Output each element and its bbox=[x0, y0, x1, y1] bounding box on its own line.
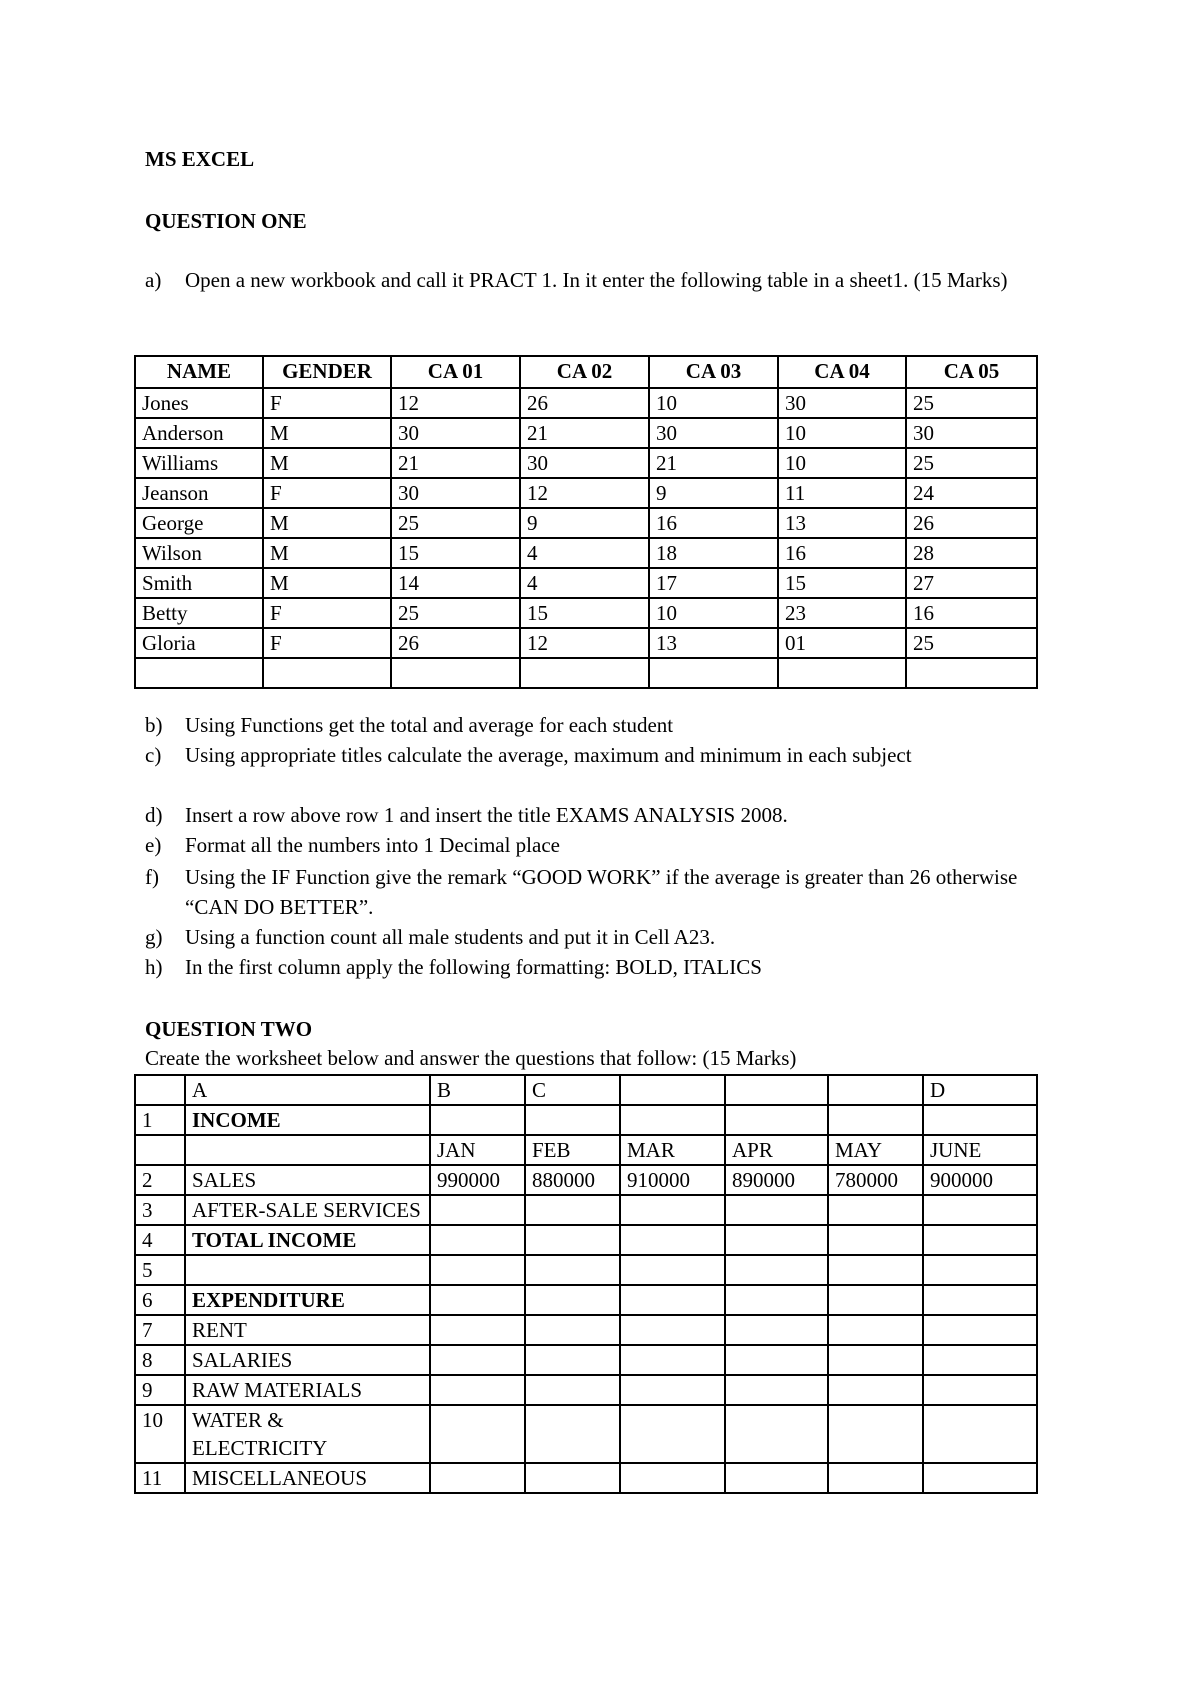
table-cell: 21 bbox=[520, 418, 649, 448]
header-cell: CA 01 bbox=[391, 356, 520, 388]
row-number-cell: 2 bbox=[135, 1165, 185, 1195]
table-cell: 25 bbox=[906, 388, 1037, 418]
worksheet-cell bbox=[525, 1195, 620, 1225]
table-cell: Williams bbox=[135, 448, 263, 478]
table-cell: 21 bbox=[649, 448, 778, 478]
worksheet-cell bbox=[525, 1375, 620, 1405]
item-text: Using appropriate titles calculate the average, maximum and minimum in each subject bbox=[185, 743, 912, 767]
row-number-cell bbox=[135, 1075, 185, 1105]
table-cell: 21 bbox=[391, 448, 520, 478]
table-row bbox=[135, 598, 1037, 628]
table-cell: 18 bbox=[649, 538, 778, 568]
header-cell: CA 05 bbox=[906, 356, 1037, 388]
table-cell: 28 bbox=[906, 538, 1037, 568]
question-item bbox=[145, 800, 1065, 830]
worksheet-cell bbox=[923, 1315, 1037, 1345]
item-text: Using the IF Function give the remark “GOOD WORK” if the average is greater than 26 otherwise “CAN DO BETTER”. bbox=[185, 865, 1018, 919]
question-item bbox=[145, 952, 1065, 982]
table-cell: 15 bbox=[778, 568, 906, 598]
table-cell: 16 bbox=[906, 598, 1037, 628]
question-item bbox=[145, 740, 1065, 770]
table-cell: Jeanson bbox=[135, 478, 263, 508]
worksheet-cell bbox=[620, 1463, 725, 1493]
table-cell: 01 bbox=[778, 628, 906, 658]
worksheet-cell bbox=[828, 1463, 923, 1493]
worksheet-cell bbox=[620, 1255, 725, 1285]
worksheet-cell: SALES bbox=[185, 1165, 430, 1195]
worksheet-row bbox=[135, 1225, 1037, 1255]
worksheet-cell bbox=[525, 1405, 620, 1463]
table-cell: 16 bbox=[778, 538, 906, 568]
worksheet-cell bbox=[620, 1285, 725, 1315]
worksheet-cell bbox=[430, 1345, 525, 1375]
row-number-cell: 7 bbox=[135, 1315, 185, 1345]
table-cell: 13 bbox=[649, 628, 778, 658]
table-cell: M bbox=[263, 418, 391, 448]
worksheet-cell bbox=[828, 1255, 923, 1285]
table-cell bbox=[649, 658, 778, 688]
worksheet-cell: MISCELLANEOUS bbox=[185, 1463, 430, 1493]
worksheet-cell bbox=[430, 1315, 525, 1345]
worksheet-cell bbox=[923, 1255, 1037, 1285]
worksheet-row bbox=[135, 1165, 1037, 1195]
table-cell bbox=[391, 658, 520, 688]
worksheet-cell bbox=[923, 1285, 1037, 1315]
table-cell: M bbox=[263, 568, 391, 598]
row-number-cell: 9 bbox=[135, 1375, 185, 1405]
table-cell: F bbox=[263, 478, 391, 508]
worksheet-cell bbox=[725, 1105, 828, 1135]
table-cell: 27 bbox=[906, 568, 1037, 598]
worksheet-row bbox=[135, 1375, 1037, 1405]
worksheet-cell bbox=[828, 1375, 923, 1405]
table-row bbox=[135, 508, 1037, 538]
question-item bbox=[145, 862, 1065, 922]
worksheet-cell bbox=[828, 1225, 923, 1255]
worksheet-cell: SALARIES bbox=[185, 1345, 430, 1375]
table-cell: 4 bbox=[520, 568, 649, 598]
student-scores-table bbox=[134, 355, 1038, 689]
row-number-cell: 8 bbox=[135, 1345, 185, 1375]
worksheet-cell: D bbox=[923, 1075, 1037, 1105]
worksheet-cell bbox=[725, 1375, 828, 1405]
table-cell: 16 bbox=[649, 508, 778, 538]
table-cell: 17 bbox=[649, 568, 778, 598]
table-cell: M bbox=[263, 508, 391, 538]
table-cell: Betty bbox=[135, 598, 263, 628]
item-letter: a) bbox=[145, 268, 162, 292]
row-number-cell: 4 bbox=[135, 1225, 185, 1255]
worksheet-row bbox=[135, 1135, 1037, 1165]
item-letter: d) bbox=[145, 803, 163, 827]
table-cell: 25 bbox=[391, 508, 520, 538]
worksheet-cell bbox=[185, 1135, 430, 1165]
worksheet-cell: 780000 bbox=[828, 1165, 923, 1195]
worksheet-cell: JAN bbox=[430, 1135, 525, 1165]
worksheet-cell bbox=[620, 1375, 725, 1405]
table-cell: 30 bbox=[391, 418, 520, 448]
question-item bbox=[145, 710, 1065, 740]
item-letter: f) bbox=[145, 865, 159, 889]
worksheet-cell bbox=[828, 1285, 923, 1315]
worksheet-cell bbox=[923, 1105, 1037, 1135]
worksheet-cell bbox=[525, 1285, 620, 1315]
table-cell: 25 bbox=[906, 448, 1037, 478]
worksheet-cell bbox=[185, 1255, 430, 1285]
table-row bbox=[135, 538, 1037, 568]
table-row bbox=[135, 388, 1037, 418]
worksheet-cell bbox=[725, 1315, 828, 1345]
table-row bbox=[135, 628, 1037, 658]
worksheet-row bbox=[135, 1285, 1037, 1315]
worksheet-cell bbox=[725, 1285, 828, 1315]
row-number-cell: 3 bbox=[135, 1195, 185, 1225]
worksheet-cell bbox=[725, 1225, 828, 1255]
worksheet-cell bbox=[725, 1463, 828, 1493]
worksheet-cell bbox=[923, 1345, 1037, 1375]
worksheet-cell: MAR bbox=[620, 1135, 725, 1165]
item-text: Open a new workbook and call it PRACT 1. In it enter the following table in a sheet1. (15 Marks) bbox=[185, 268, 1008, 292]
row-number-cell: 6 bbox=[135, 1285, 185, 1315]
worksheet-cell bbox=[525, 1345, 620, 1375]
item-letter: g) bbox=[145, 925, 163, 949]
worksheet-cell: 990000 bbox=[430, 1165, 525, 1195]
table-cell: George bbox=[135, 508, 263, 538]
worksheet-cell bbox=[430, 1225, 525, 1255]
worksheet-cell: 900000 bbox=[923, 1165, 1037, 1195]
item-letter: c) bbox=[145, 743, 162, 767]
worksheet-row bbox=[135, 1195, 1037, 1225]
row-number-cell bbox=[135, 1135, 185, 1165]
worksheet-row bbox=[135, 1105, 1037, 1135]
worksheet-cell: AFTER-SALE SERVICES bbox=[185, 1195, 430, 1225]
worksheet-cell: 910000 bbox=[620, 1165, 725, 1195]
document-title: MS EXCEL bbox=[145, 147, 255, 171]
worksheet-cell bbox=[923, 1375, 1037, 1405]
table-cell: M bbox=[263, 448, 391, 478]
table-row bbox=[135, 658, 1037, 688]
worksheet-cell: B bbox=[430, 1075, 525, 1105]
worksheet-cell: A bbox=[185, 1075, 430, 1105]
table-cell: 13 bbox=[778, 508, 906, 538]
table-cell bbox=[520, 658, 649, 688]
worksheet-cell bbox=[725, 1255, 828, 1285]
header-cell: CA 02 bbox=[520, 356, 649, 388]
worksheet-cell bbox=[430, 1463, 525, 1493]
worksheet-cell bbox=[828, 1075, 923, 1105]
worksheet-row bbox=[135, 1315, 1037, 1345]
table-cell: F bbox=[263, 628, 391, 658]
worksheet-cell bbox=[828, 1195, 923, 1225]
table-cell: Gloria bbox=[135, 628, 263, 658]
table-cell: 30 bbox=[520, 448, 649, 478]
worksheet-cell bbox=[430, 1105, 525, 1135]
table-cell: 26 bbox=[906, 508, 1037, 538]
table-cell: 12 bbox=[520, 628, 649, 658]
worksheet-cell bbox=[430, 1195, 525, 1225]
worksheet-cell bbox=[725, 1195, 828, 1225]
worksheet-cell bbox=[620, 1225, 725, 1255]
worksheet-cell: EXPENDITURE bbox=[185, 1285, 430, 1315]
table-cell: 30 bbox=[391, 478, 520, 508]
income-worksheet-table bbox=[134, 1074, 1038, 1494]
table-row bbox=[135, 568, 1037, 598]
table-cell bbox=[263, 658, 391, 688]
worksheet-cell bbox=[525, 1463, 620, 1493]
worksheet-cell bbox=[525, 1105, 620, 1135]
item-letter: h) bbox=[145, 955, 163, 979]
header-cell: CA 04 bbox=[778, 356, 906, 388]
worksheet-cell bbox=[923, 1195, 1037, 1225]
worksheet-cell bbox=[828, 1345, 923, 1375]
table-cell: 9 bbox=[520, 508, 649, 538]
worksheet-cell: JUNE bbox=[923, 1135, 1037, 1165]
header-cell: CA 03 bbox=[649, 356, 778, 388]
table-cell: F bbox=[263, 598, 391, 628]
item-letter: e) bbox=[145, 833, 162, 857]
worksheet-cell bbox=[620, 1315, 725, 1345]
worksheet-cell bbox=[525, 1315, 620, 1345]
table-cell: 10 bbox=[649, 598, 778, 628]
worksheet-cell bbox=[525, 1255, 620, 1285]
table-cell: 30 bbox=[649, 418, 778, 448]
question-item bbox=[145, 265, 1065, 295]
question-one-heading: QUESTION ONE bbox=[145, 209, 307, 233]
worksheet-row bbox=[135, 1463, 1037, 1493]
table-cell: 26 bbox=[520, 388, 649, 418]
worksheet-cell bbox=[923, 1463, 1037, 1493]
worksheet-cell bbox=[725, 1405, 828, 1463]
table-cell bbox=[135, 658, 263, 688]
worksheet-cell bbox=[923, 1405, 1037, 1463]
row-number-cell: 11 bbox=[135, 1463, 185, 1493]
worksheet-cell: 880000 bbox=[525, 1165, 620, 1195]
worksheet-cell bbox=[620, 1105, 725, 1135]
worksheet-row bbox=[135, 1075, 1037, 1105]
worksheet-cell bbox=[620, 1405, 725, 1463]
worksheet-cell bbox=[828, 1405, 923, 1463]
worksheet-cell: RENT bbox=[185, 1315, 430, 1345]
worksheet-cell bbox=[725, 1075, 828, 1105]
table-cell: 10 bbox=[778, 448, 906, 478]
question-two-heading: QUESTION TWO bbox=[145, 1017, 313, 1041]
table-cell: 11 bbox=[778, 478, 906, 508]
worksheet-cell: 890000 bbox=[725, 1165, 828, 1195]
worksheet-cell bbox=[828, 1105, 923, 1135]
table-cell: 26 bbox=[391, 628, 520, 658]
worksheet-cell bbox=[430, 1255, 525, 1285]
table-cell: 25 bbox=[906, 628, 1037, 658]
worksheet-cell bbox=[828, 1315, 923, 1345]
worksheet-cell: FEB bbox=[525, 1135, 620, 1165]
table-row bbox=[135, 448, 1037, 478]
table-cell: 4 bbox=[520, 538, 649, 568]
item-text: Using Functions get the total and average for each student bbox=[185, 713, 674, 737]
table-cell: 15 bbox=[391, 538, 520, 568]
table-row bbox=[135, 418, 1037, 448]
worksheet-cell: INCOME bbox=[185, 1105, 430, 1135]
worksheet-cell bbox=[620, 1075, 725, 1105]
worksheet-cell: TOTAL INCOME bbox=[185, 1225, 430, 1255]
table-cell: 10 bbox=[778, 418, 906, 448]
item-text: In the first column apply the following formatting: BOLD, ITALICS bbox=[185, 955, 762, 979]
worksheet-row bbox=[135, 1255, 1037, 1285]
item-letter: b) bbox=[145, 713, 163, 737]
worksheet-cell bbox=[620, 1345, 725, 1375]
table-cell: 10 bbox=[649, 388, 778, 418]
worksheet-row bbox=[135, 1405, 1037, 1463]
question-item bbox=[145, 922, 1065, 952]
row-number-cell: 5 bbox=[135, 1255, 185, 1285]
worksheet-cell: C bbox=[525, 1075, 620, 1105]
table-row bbox=[135, 478, 1037, 508]
table-cell: 15 bbox=[520, 598, 649, 628]
table-cell: 12 bbox=[391, 388, 520, 418]
header-cell: GENDER bbox=[263, 356, 391, 388]
worksheet-cell bbox=[620, 1195, 725, 1225]
worksheet-cell: WATER & ELECTRICITY bbox=[185, 1405, 430, 1463]
table-cell: Wilson bbox=[135, 538, 263, 568]
table-cell: 25 bbox=[391, 598, 520, 628]
row-number-cell: 10 bbox=[135, 1405, 185, 1463]
header-cell: NAME bbox=[135, 356, 263, 388]
row-number-cell: 1 bbox=[135, 1105, 185, 1135]
table-cell: Smith bbox=[135, 568, 263, 598]
table-cell: 23 bbox=[778, 598, 906, 628]
worksheet-cell bbox=[725, 1345, 828, 1375]
table-cell: 30 bbox=[906, 418, 1037, 448]
table-cell: Anderson bbox=[135, 418, 263, 448]
worksheet-cell bbox=[923, 1225, 1037, 1255]
table-cell: 24 bbox=[906, 478, 1037, 508]
table-cell: 9 bbox=[649, 478, 778, 508]
item-text: Format all the numbers into 1 Decimal place bbox=[185, 833, 560, 857]
table-cell bbox=[778, 658, 906, 688]
worksheet-row bbox=[135, 1345, 1037, 1375]
table-cell: 14 bbox=[391, 568, 520, 598]
item-text: Using a function count all male students and put it in Cell A23. bbox=[185, 925, 716, 949]
question-two-intro: Create the worksheet below and answer the questions that follow: (15 Marks) bbox=[145, 1046, 797, 1070]
table-header-row bbox=[135, 356, 1037, 388]
worksheet-cell bbox=[430, 1285, 525, 1315]
table-cell: Jones bbox=[135, 388, 263, 418]
table-cell: 12 bbox=[520, 478, 649, 508]
worksheet-cell bbox=[430, 1405, 525, 1463]
worksheet-cell: MAY bbox=[828, 1135, 923, 1165]
table-cell bbox=[906, 658, 1037, 688]
item-text: Insert a row above row 1 and insert the title EXAMS ANALYSIS 2008. bbox=[185, 803, 788, 827]
question-item bbox=[145, 830, 1065, 860]
worksheet-cell bbox=[430, 1375, 525, 1405]
worksheet-cell: APR bbox=[725, 1135, 828, 1165]
worksheet-cell bbox=[525, 1225, 620, 1255]
table-cell: 30 bbox=[778, 388, 906, 418]
table-cell: M bbox=[263, 538, 391, 568]
worksheet-cell: RAW MATERIALS bbox=[185, 1375, 430, 1405]
table-cell: F bbox=[263, 388, 391, 418]
